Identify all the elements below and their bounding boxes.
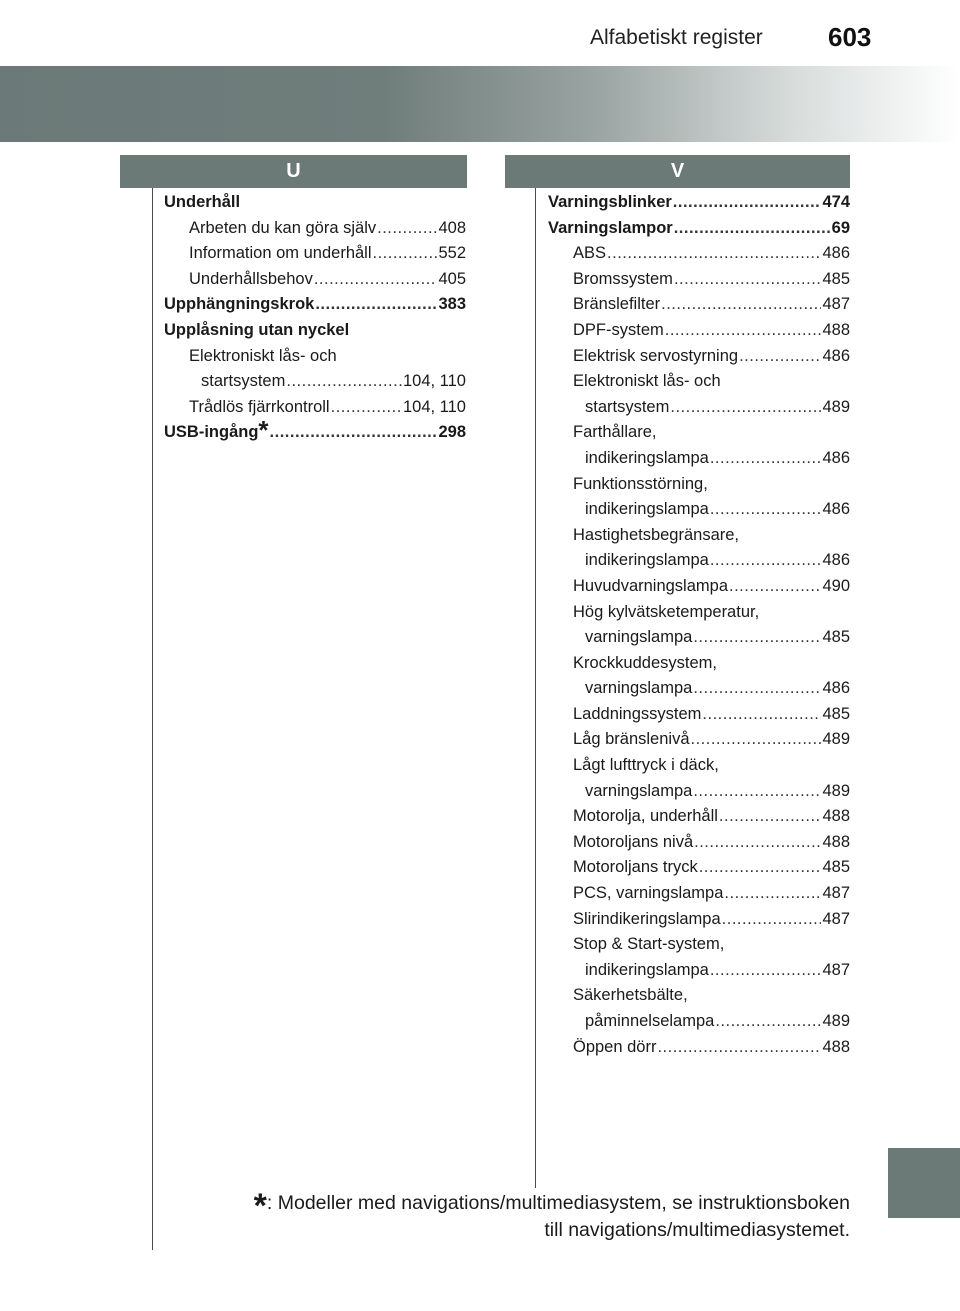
entry-label: varningslampa: [585, 781, 693, 800]
entry-label: påminnelselampa: [585, 1012, 715, 1030]
entry-label: Underhållsbehov: [189, 269, 313, 288]
index-entry: [548, 292, 850, 318]
leader-dots: [674, 216, 831, 242]
leader-dots: [739, 344, 821, 370]
index-column-u: [164, 190, 466, 446]
entry-page: 408: [438, 218, 466, 237]
leader-dots: [715, 1009, 821, 1035]
index-entry: [164, 241, 466, 267]
index-entry: [548, 779, 850, 805]
entry-label: Funktionsstörning,: [573, 474, 708, 493]
index-entry: [548, 676, 850, 702]
index-entry: [548, 318, 850, 344]
leader-dots: [719, 804, 822, 830]
entry-page: 485: [822, 704, 850, 723]
leader-dots: [314, 267, 438, 293]
entry-page: 487: [822, 295, 850, 314]
index-entry: [164, 344, 466, 370]
entry-label: Elektroniskt lås- och: [573, 372, 721, 391]
entry-label: indikeringslampa: [585, 448, 709, 467]
section-tab-u: U: [120, 155, 467, 188]
entry-page: 485: [822, 858, 850, 877]
entry-label: Motoroljans tryck: [573, 858, 698, 877]
entry-page: 489: [822, 730, 850, 749]
entry-page: 489: [822, 781, 850, 800]
index-entry: [548, 446, 850, 472]
index-entry: [548, 420, 850, 446]
footnote: [205, 1187, 850, 1244]
entry-label: indikeringslampa: [585, 551, 709, 570]
entry-label: Farthållare,: [573, 423, 657, 442]
column-rule-left: [152, 188, 153, 1250]
leader-dots: [286, 369, 402, 395]
entry-page: 487: [822, 909, 850, 928]
index-entry: [548, 600, 850, 626]
entry-label: PCS, varningslampa: [573, 884, 724, 903]
leader-dots: [657, 1035, 821, 1061]
entry-page: 486: [822, 551, 850, 570]
footnote-asterisk: *: [253, 1187, 267, 1225]
index-entry: [548, 548, 850, 574]
leader-dots: [665, 318, 822, 344]
index-entry: [548, 1035, 850, 1061]
leader-dots: [270, 420, 438, 446]
leader-dots: [702, 702, 821, 728]
index-entry: [164, 369, 466, 395]
entry-label: startsystem: [585, 397, 670, 416]
entry-label: Information om underhåll: [189, 244, 372, 263]
entry-page: 488: [822, 320, 850, 339]
index-entry: [548, 881, 850, 907]
index-entry: [548, 216, 850, 242]
index-entry: [548, 1009, 850, 1035]
leader-dots: [693, 779, 821, 805]
index-entry: [548, 472, 850, 498]
index-entry: [548, 753, 850, 779]
index-entry: [548, 625, 850, 651]
footnote-line-2: till navigations/multimediasystemet.: [544, 1219, 850, 1241]
running-header-title: Alfabetiskt register: [590, 26, 763, 49]
entry-label: startsystem: [201, 372, 286, 391]
entry-label: Arbeten du kan göra själv: [189, 218, 377, 237]
index-entry: [548, 190, 850, 216]
entry-page: 383: [438, 295, 466, 314]
entry-label: Lågt lufttryck i däck,: [573, 756, 719, 775]
entry-label: Stop & Start-system,: [573, 935, 725, 954]
index-entry: [548, 369, 850, 395]
entry-page: 69: [831, 218, 850, 237]
leader-dots: [673, 190, 822, 216]
entry-label: Upplåsning utan nyckel: [164, 320, 350, 339]
entry-label: Upphängningskrok: [164, 295, 315, 314]
entry-page: 298: [438, 423, 466, 442]
index-entry: [548, 830, 850, 856]
index-entry: [548, 497, 850, 523]
entry-label: Varningslampor: [548, 218, 673, 237]
index-entry: [164, 318, 466, 344]
leader-dots: [674, 267, 822, 293]
index-entry: [164, 190, 466, 216]
entry-page: 485: [822, 628, 850, 647]
index-entry: [548, 267, 850, 293]
leader-dots: [710, 958, 822, 984]
entry-label: Låg bränslenivå: [573, 730, 690, 749]
entry-page: 486: [822, 500, 850, 519]
entry-page: 486: [822, 244, 850, 263]
entry-page: 104, 110: [402, 372, 466, 391]
entry-page: 486: [822, 448, 850, 467]
entry-page: 485: [822, 269, 850, 288]
leader-dots: [694, 830, 821, 856]
entry-label: indikeringslampa: [585, 500, 709, 519]
index-entry: [548, 855, 850, 881]
index-entry: [548, 241, 850, 267]
entry-page: 104, 110: [402, 397, 466, 416]
leader-dots: [331, 395, 402, 421]
index-entry: [548, 983, 850, 1009]
entry-page: 488: [822, 832, 850, 851]
index-entry: [548, 804, 850, 830]
entry-label: Krockkuddesystem,: [573, 653, 717, 672]
entry-page: 488: [822, 807, 850, 826]
leader-dots: [729, 574, 821, 600]
leader-dots: [691, 727, 822, 753]
entry-label: indikeringslampa: [585, 960, 709, 979]
index-entry: [548, 907, 850, 933]
entry-label: Öppen dörr: [573, 1037, 657, 1056]
entry-label: Hastighetsbegränsare,: [573, 525, 740, 544]
entry-label: Underhåll: [164, 193, 241, 211]
leader-dots: [377, 216, 437, 242]
leader-dots: [699, 855, 822, 881]
entry-label: Laddningssystem: [573, 704, 702, 723]
leader-dots: [315, 292, 437, 318]
leader-dots: [722, 907, 822, 933]
index-entry: [548, 395, 850, 421]
index-entry: [548, 702, 850, 728]
leader-dots: [710, 446, 822, 472]
entry-page: 490: [822, 576, 850, 595]
index-entry: [548, 344, 850, 370]
page-number: 603: [828, 22, 872, 52]
entry-label: Motoroljans nivå: [573, 832, 694, 851]
entry-page: 489: [822, 1012, 850, 1030]
entry-label: USB-ingång: [164, 423, 259, 442]
index-entry: [164, 267, 466, 293]
entry-label: Elektroniskt lås- och: [189, 346, 337, 365]
index-entry: [548, 574, 850, 600]
leader-dots: [693, 625, 821, 651]
entry-label: Slirindikeringslampa: [573, 909, 721, 928]
index-column-v: [548, 190, 850, 1060]
entry-label: Trådlös fjärrkontroll: [189, 397, 330, 416]
leader-dots: [710, 497, 822, 523]
index-entry: [548, 651, 850, 677]
entry-label: varningslampa: [585, 628, 693, 647]
entry-label: Elektrisk servostyrning: [573, 346, 739, 365]
entry-page: 486: [822, 346, 850, 365]
index-entry: [164, 292, 466, 318]
entry-label: ABS: [573, 244, 607, 263]
entry-page: 489: [822, 397, 850, 416]
entry-page: 487: [822, 884, 850, 903]
entry-page: 474: [822, 193, 850, 211]
entry-label: DPF-system: [573, 320, 664, 339]
entry-label: Bränslefilter: [573, 295, 661, 314]
chapter-side-tab: [888, 1148, 960, 1218]
index-entry: [164, 216, 466, 242]
leader-dots: [373, 241, 438, 267]
entry-label: Motorolja, underhåll: [573, 807, 718, 826]
index-entry: [164, 395, 466, 421]
index-entry: [548, 727, 850, 753]
entry-label: Bromssystem: [573, 269, 673, 288]
leader-dots: [670, 395, 821, 421]
column-rule-middle: [535, 188, 536, 1188]
header-banner: [0, 66, 960, 142]
entry-page: 487: [822, 960, 850, 979]
footnote-line-1: : Modeller med navigations/multimediasystem, se instruktionsboken: [266, 1192, 850, 1214]
entry-label: Säkerhetsbälte,: [573, 986, 688, 1005]
entry-page: 552: [438, 244, 466, 263]
entry-label: Varningsblinker: [548, 193, 672, 211]
leader-dots: [710, 548, 822, 574]
section-tab-v: V: [505, 155, 850, 188]
entry-page: 405: [438, 269, 466, 288]
entry-page: 488: [822, 1037, 850, 1056]
leader-dots: [693, 676, 821, 702]
index-entry: [548, 958, 850, 984]
index-entry: USB-ingång * ..... 298: [164, 420, 466, 446]
entry-label: varningslampa: [585, 679, 693, 698]
index-entry: [548, 523, 850, 549]
leader-dots: [724, 881, 821, 907]
entry-label: Hög kylvätsketemperatur,: [573, 602, 760, 621]
entry-label: Huvudvarningslampa: [573, 576, 729, 595]
leader-dots: [661, 292, 821, 318]
entry-page: 486: [822, 679, 850, 698]
leader-dots: [607, 241, 821, 267]
index-entry: [548, 932, 850, 958]
